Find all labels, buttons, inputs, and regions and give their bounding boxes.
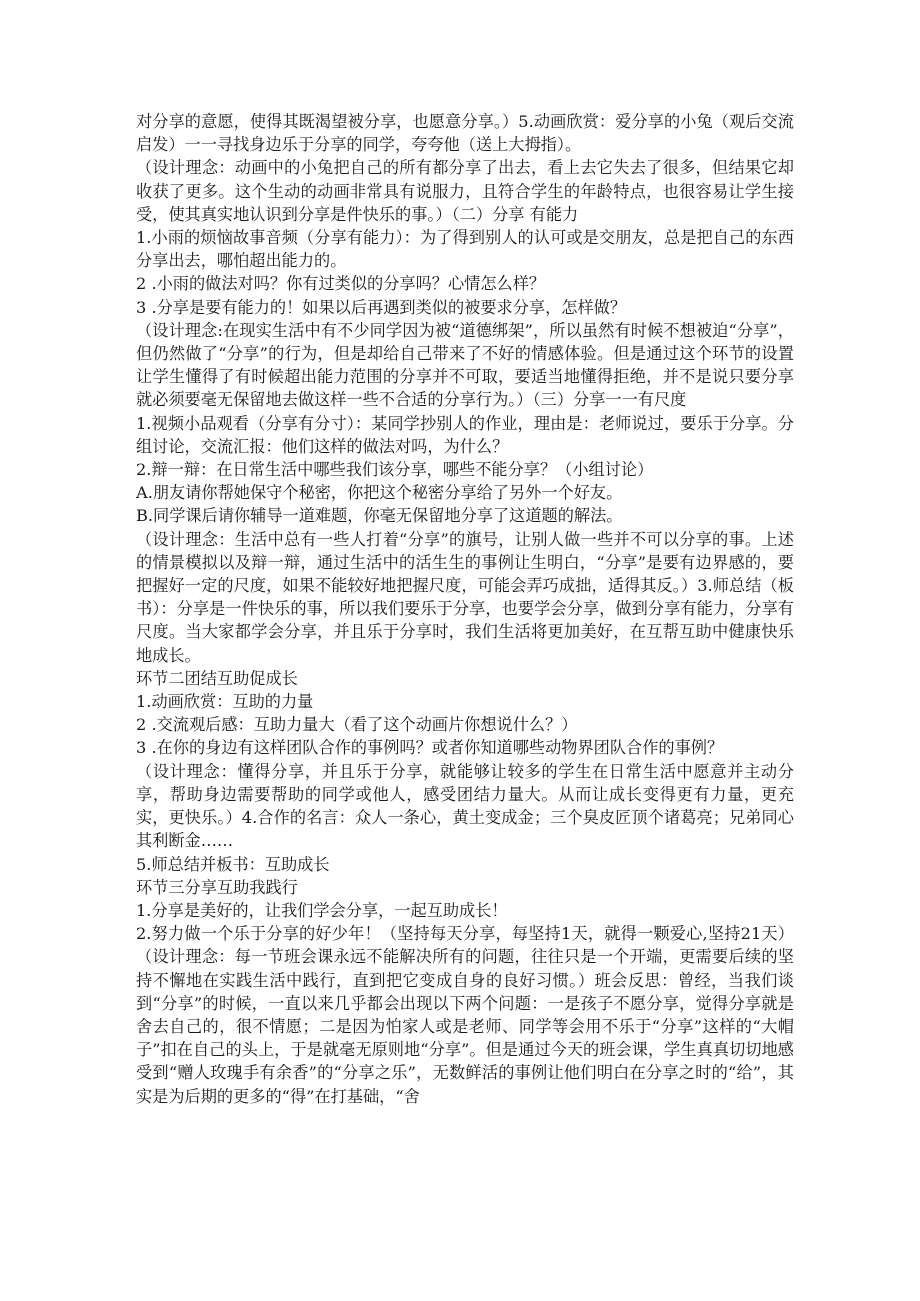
paragraph: 2 .交流观后感：互助力量大（看了这个动画片你想说什么？） bbox=[136, 715, 578, 735]
paragraph: （设计理念：生活中总有一些人打着“分享”的旗号，让别人做一些并不可以分享的事。上述的情景模拟以及辩一辩，通过生活中的活生生的事例让生明白，“分享”是要有边界感的，要把握好一定的尺度，如果不能较好地把握尺度，可能会弄巧成拙，适得其反。）3.师总结（板书）：分享是一件快乐的事，所以我们要乐于分享，也要学会分享，做到分享有能力，分享有尺度。当大家都学会分享，并且乐于分享时，我们生活将更加美好，在互帮互助中健康快乐地成长。 bbox=[136, 529, 794, 665]
paragraph: 对分享的意愿，使得其既渴望被分享，也愿意分享。）5.动画欣赏：爱分享的小兔（观后交流启发）一一寻找身边乐于分享的同学，夸夸他（送上大拇指）。 bbox=[136, 112, 794, 155]
paragraph: （设计理念:在现实生活中有不少同学因为被“道德绑架”，所以虽然有时候不想被迫“分享”，但仍然做了“分享”的行为，但是却给自己带来了不好的情感体验。但是通过这个环节的设置让学生懂得了有时候超出能力范围的分享并不可取，要适当地懂得拒绝，并不是说只要分享就必须要毫无保留地去做这样一些不合适的分享行为。）（三）分享一一有尺度 bbox=[136, 320, 794, 410]
paragraph: （设计理念：懂得分享，并且乐于分享，就能够让较多的学生在日常生活中愿意并主动分享，帮助身边需要帮助的同学或他人，感受团结力量大。从而让成长变得更有力量，更充实，更快乐。）4.合作的名言：众人一条心，黄土变成金；三个臭皮匠顶个诸葛亮；兄弟同心其利断金…… bbox=[136, 761, 794, 851]
paragraph: 1.动画欣赏：互助的力量 bbox=[136, 692, 314, 712]
paragraph: 1.小雨的烦恼故事音频（分享有能力）：为了得到别人的认可或是交朋友，总是把自己的东西分享出去，哪怕超出能力的。 bbox=[136, 228, 794, 271]
section-heading: 环节三分享互助我践行 bbox=[136, 877, 298, 897]
section-heading: 环节二团结互助促成长 bbox=[136, 668, 298, 688]
paragraph: 3 .分享是要有能力的！如果以后再遇到类似的被要求分享，怎样做？ bbox=[136, 297, 627, 317]
paragraph: 1.视频小品观看（分享有分寸）：某同学抄别人的作业，理由是：老师说过，要乐于分享。分组讨论，交流汇报：他们这样的做法对吗，为什么？ bbox=[136, 413, 794, 456]
paragraph: 2 .小雨的做法对吗？你有过类似的分享吗？心情怎么样？ bbox=[136, 274, 546, 294]
paragraph: 3 .在你的身边有这样团队合作的事例吗？或者你知道哪些动物界团队合作的事例？ bbox=[136, 738, 724, 758]
paragraph: B.同学课后请你辅导一道难题，你毫无保留地分享了这道题的解法。 bbox=[136, 506, 623, 526]
paragraph: 2.努力做一个乐于分享的好少年！（坚持每天分享，每坚持1天，就得一颗爱心,坚持21天）（设计理念：每一节班会课永远不能解决所有的问题，往往只是一个开端，更需要后续的坚持不懈地在实践生活中践行，直到把它变成自身的良好习惯。）班会反思：曾经，当我们谈到“分享”的时候，一直以来几乎都会出现以下两个问题：一是孩子不愿分享，觉得分享就是舍去自己的，很不情愿；二是因为怕家人或是老师、同学等会用不乐于“分享”这样的“大帽子”扣在自己的头上，于是就毫无原则地“分享”。但是通过今天的班会课，学生真真切切地感受到“赠人玫瑰手有余香”的“分享之乐”，无数鲜活的事例让他们明白在分享之时的“给”，其实是为后期的更多的“得”在打基础，“舍 bbox=[136, 924, 794, 1106]
paragraph: （设计理念：动画中的小兔把自己的所有都分享了出去，看上去它失去了很多，但结果它却收获了更多。这个生动的动画非常具有说服力，且符合学生的年龄特点，也很容易让学生接受，使其真实地认识到分享是件快乐的事。）（二）分享 有能力 bbox=[136, 158, 794, 224]
paragraph: A.朋友请你帮她保守个秘密，你把这个秘密分享给了另外一个好友。 bbox=[136, 483, 623, 503]
paragraph: 2.辩一辩：在日常生活中哪些我们该分享，哪些不能分享？（小组讨论） bbox=[136, 460, 654, 480]
paragraph: 5.师总结并板书：互助成长 bbox=[136, 854, 330, 874]
paragraph: 1.分享是美好的，让我们学会分享，一起互助成长！ bbox=[136, 900, 508, 920]
